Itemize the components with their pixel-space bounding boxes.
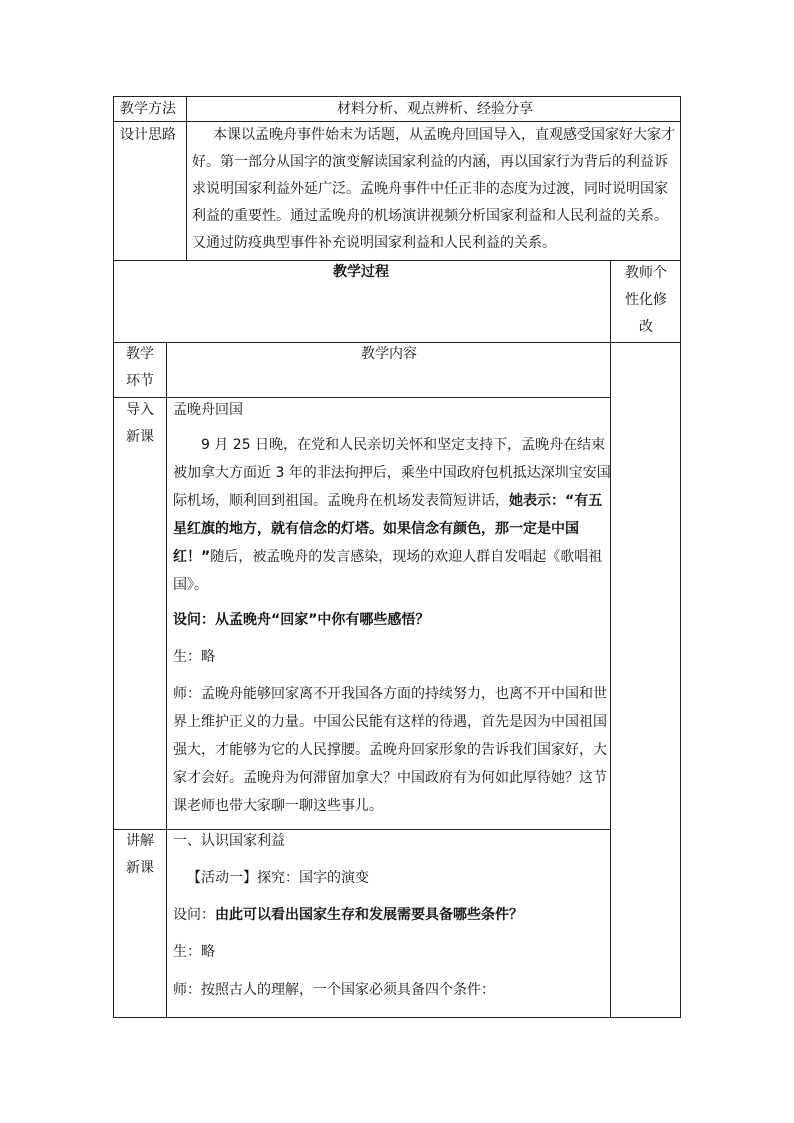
teacher-column-label: 改 <box>639 319 653 335</box>
intro-paragraph-line: 9 月 25 日晚，在党和人民亲切关怀和坚定支持下，孟晚舟在结束 <box>201 437 606 453</box>
intro-stage-label: 新课 <box>126 429 154 445</box>
teacher-column-label: 教师个 <box>625 265 667 281</box>
intro-teacher-line: 强大，才能够为它的人民撑腰。孟晚舟回家形象的告诉我们国家好，大 <box>173 742 607 758</box>
row-divider <box>113 342 681 343</box>
intro-quote-start: 她表示：“有五 <box>509 493 603 509</box>
explain-question-prefix: 设问： <box>173 907 215 923</box>
row-divider <box>113 260 681 261</box>
row-divider <box>113 829 611 830</box>
column-divider <box>166 342 167 1018</box>
intro-teacher-line: 界上维护正义的力量。中国公民能有这样的待遇，首先是因为中国祖国 <box>173 714 607 730</box>
intro-paragraph-line <box>173 494 602 508</box>
table-border-top <box>113 96 681 97</box>
intro-teacher-line: 师：孟晚舟能够回家离不开我国各方面的持续努力，也离不开中国和世 <box>173 686 607 702</box>
design-line: 本课以孟晚舟事件始末为话题，从孟晚舟回国导入，直观感受国家好大家才 <box>213 127 675 143</box>
intro-paragraph-line: 被加拿大方面近 3 年的非法拘押后，乘坐中国政府包机抵达深圳宝安国 <box>173 465 611 481</box>
design-line: 利益的重要性。通过孟晚舟的机场演讲视频分析国家利益和人民利益的关系。 <box>192 208 668 224</box>
design-line: 好。第一部分从国字的演变解读国家利益的内涵，再以国家行为背后的利益诉 <box>192 154 668 170</box>
intro-teacher-line: 课老师也带大家聊一聊这些事儿。 <box>173 798 383 814</box>
explain-student-answer: 生：略 <box>173 944 215 960</box>
row-divider <box>113 121 681 122</box>
design-label: 设计思路 <box>120 127 176 143</box>
intro-stage-label: 导入 <box>126 402 154 418</box>
explain-question <box>173 908 523 922</box>
intro-quote-line: 星红旗的地方，就有信念的灯塔。如果信念有颜色，那一定是中国 <box>173 521 579 537</box>
stage-header-label: 环节 <box>126 373 154 389</box>
teacher-column-label: 性化修 <box>625 292 667 308</box>
explain-stage-label: 讲解 <box>126 833 154 849</box>
explain-title: 一、认识国家利益 <box>173 833 285 849</box>
intro-quote-end: 红！” <box>173 549 211 565</box>
table-border-right <box>680 96 681 1018</box>
method-label: 教学方法 <box>120 101 176 117</box>
explain-question-text: 由此可以看出国家生存和发展需要具备哪些条件？ <box>215 907 523 923</box>
explain-activity: 【活动一】探究：国字的演变 <box>187 870 369 886</box>
stage-header-label: 教学 <box>126 346 154 362</box>
intro-paragraph-line: 国》。 <box>173 577 208 593</box>
column-divider <box>610 260 611 1018</box>
content-header-label: 教学内容 <box>361 346 417 362</box>
explain-stage-label: 新课 <box>126 860 154 876</box>
intro-question: 设问：从孟晚舟“回家”中你有哪些感悟？ <box>173 612 430 628</box>
intro-title: 孟晚舟回国 <box>173 402 243 418</box>
intro-quote-lead: 际机场，顺利回到祖国。孟晚舟在机场发表简短讲话， <box>173 493 509 509</box>
row-divider <box>113 397 611 398</box>
method-value: 材料分析、观点辨析、经验分享 <box>337 101 533 117</box>
column-divider <box>186 96 187 261</box>
explain-teacher-line: 师：按照古人的理解，一个国家必须具备四个条件： <box>173 982 495 998</box>
table-border-bottom <box>113 1017 681 1018</box>
design-line: 又通过防疫典型事件补充说明国家利益和人民利益的关系。 <box>192 235 556 251</box>
intro-paragraph-line <box>173 550 602 564</box>
design-line: 求说明国家利益外延广泛。孟晚舟事件中任正非的态度为过渡，同时说明国家 <box>192 181 668 197</box>
intro-student-answer: 生：略 <box>173 649 215 665</box>
table-border-left <box>113 96 114 1018</box>
intro-paragraph-tail: 随后，被孟晚舟的发言感染，现场的欢迎人群自发唱起《歌唱祖 <box>210 549 603 565</box>
process-title: 教学过程 <box>333 264 389 280</box>
intro-teacher-line: 家才会好。孟晚舟为何滞留加拿大？中国政府有为何如此厚待她？这节 <box>173 770 607 786</box>
